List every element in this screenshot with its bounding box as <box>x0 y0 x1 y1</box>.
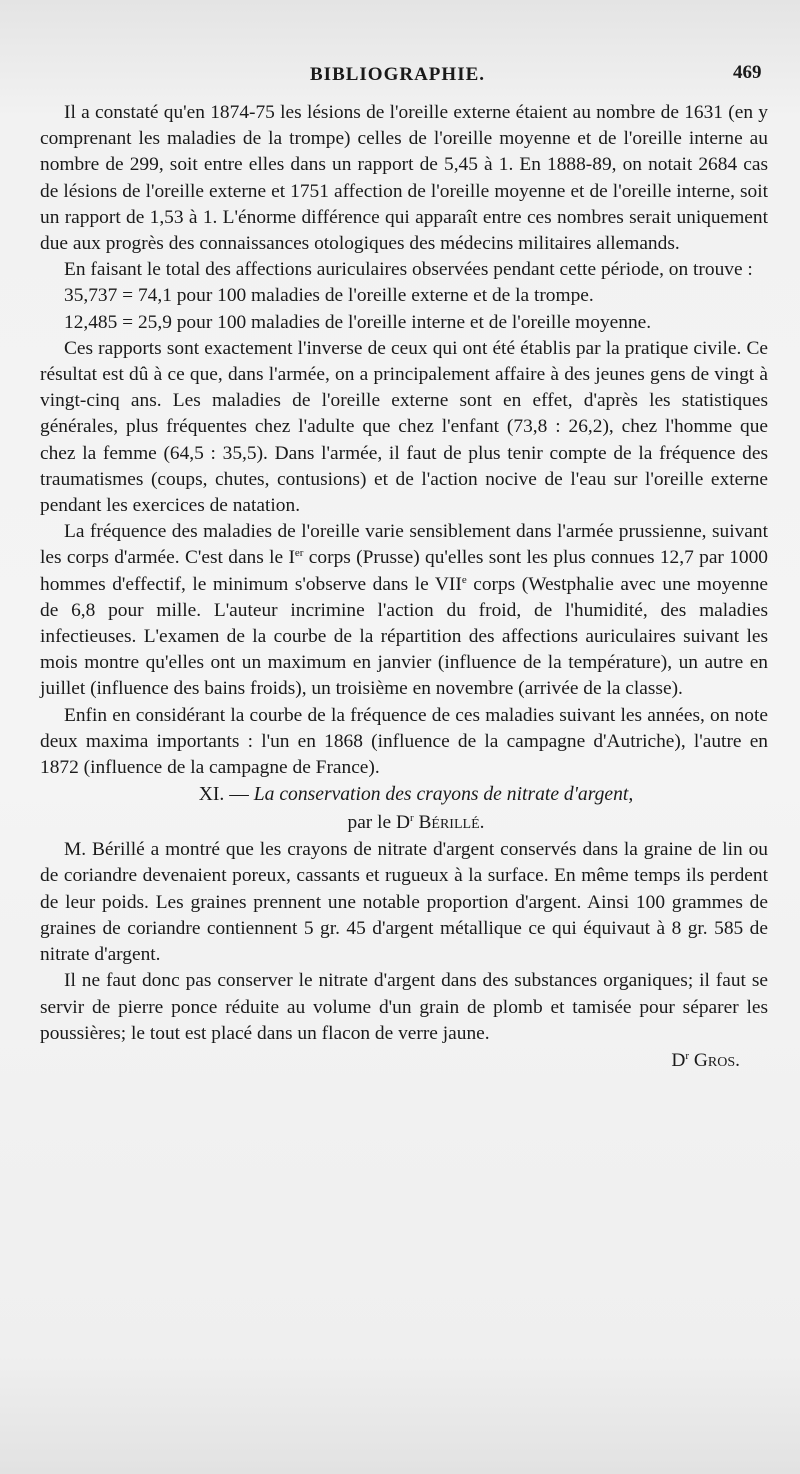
corps-sup-2: e <box>461 573 467 586</box>
corps-text-1: La fréquence des maladies de l'oreille varie sensiblement dans l'armée prussienne, suivant les corps d'armée. C'est dans le I <box>40 521 768 569</box>
paragraph-inverse-civil: Ces rapports sont exactement l'inverse de ceux qui ont été établis par la pratique civile. Ce résultat est dû à ce que, dans l'armée, on a principalement affaire à des jeunes gens de vingt à vingt-cinq ans. Les maladies de l'oreille externe sont en effet, d'après les statistiques générales, plus fréquentes chez l'adulte que chez l'enfant (73,8 : 26,2), chez l'homme que chez la femme (64,5 : 35,5). Dans l'armée, il faut de plus tenir compte de la fréquence des traumatismes (coups, chutes, contusions) et de l'action nocive de l'eau sur l'oreille externe pendant les exercices de natation. <box>40 337 768 517</box>
page-number: 469 <box>733 62 762 83</box>
ratio-external-ear: 35,737 = 74,1 pour 100 maladies de l'oreille externe et de la trompe. <box>64 285 594 307</box>
byline-prefix: par le D <box>347 812 410 834</box>
ratio-internal-ear: 12,485 = 25,9 pour 100 maladies de l'oreille interne et de l'oreille moyenne. <box>64 311 652 333</box>
paragraph-conservation-advice: Il ne faut donc pas conserver le nitrate d'argent dans des substances organiques; il faut se servir de pierre ponce réduite au volume d'un grain de plomb et tamisée pour séparer les poussières; le tout est placé dans un flacon de verre jaune. <box>40 970 768 1044</box>
paragraph-yearly-maxima: Enfin en considérant la courbe de la fréquence de ces maladies suivant les années, on note deux maxima importants : l'un en 1868 (influence de la campagne d'Autriche), l'autre en 1872 (influence de la campagne de France). <box>40 704 768 779</box>
byline-sup: r <box>409 812 414 825</box>
corps-text-2: corps (Prusse) qu'elles sont les plus connues 12,7 par 1000 hommes d'effectif, le minimum s'observe dans le VII <box>40 547 768 595</box>
paragraph-berille-findings: M. Bérillé a montré que les crayons de nitrate d'argent conservés dans la graine de lin ou de coriandre devenaient poreux, cassants et rugueux à la surface. En même temps ils perdent de leur poids. Les graines prennent une notable proportion d'argent. Ainsi 100 grammes de graines de coriandre contiennent 5 gr. 45 d'argent métallique ce qui équivaut à 8 gr. 585 de nitrate d'argent. <box>40 839 768 966</box>
signature-name: Gros. <box>693 1049 740 1071</box>
corps-text-3: corps (Westphalie avec une moyenne de 6,8 pour mille. L'auteur incrimine l'action du froid, de l'humidité, des maladies infectieuses. L'examen de la courbe de la répartition des affections auriculaires suivant les mois montre qu'elles ont un maximum en janvier (influence de la température), un autre en juillet (influence des bains froids), un troisième en novembre (arrivée de la classe). <box>40 573 769 700</box>
paragraph-total-intro: En faisant le total des affections auriculaires observées pendant cette période, on trouve : <box>64 259 753 281</box>
byline-author: Bérillé. <box>418 812 485 834</box>
signature-prefix: D <box>671 1049 686 1071</box>
signature-sup: r <box>685 1049 690 1062</box>
signature <box>40 1047 768 1075</box>
section-title-text: La conservation des crayons de nitrate d'argent, <box>253 784 634 806</box>
section-title <box>40 781 768 809</box>
section-number: XI. — <box>198 784 249 806</box>
article-body <box>40 100 768 1075</box>
section-byline <box>40 809 768 837</box>
running-title: BIBLIOGRAPHIE. <box>310 64 486 85</box>
corps-sup-1: er <box>294 547 304 560</box>
paragraph-statistics: Il a constaté qu'en 1874-75 les lésions de l'oreille externe étaient au nombre de 1631 (en y comprenant les maladies de la trompe) celles de l'oreille moyenne et de l'oreille interne au nombre de 299, soit entre elles dans un rapport de 5,45 à 1. En 1888-89, on notait 2684 cas de lésions de l'oreille externe et 1751 affection de l'oreille moyenne et de l'oreille interne, soit un rapport de 1,53 à 1. L'énorme différence qui apparaît entre ces nombres serait uniquement due aux progrès des connaissances otologiques des médecins militaires allemands. <box>40 102 768 255</box>
page-header <box>0 62 800 90</box>
paragraph-army-corps <box>40 519 768 702</box>
